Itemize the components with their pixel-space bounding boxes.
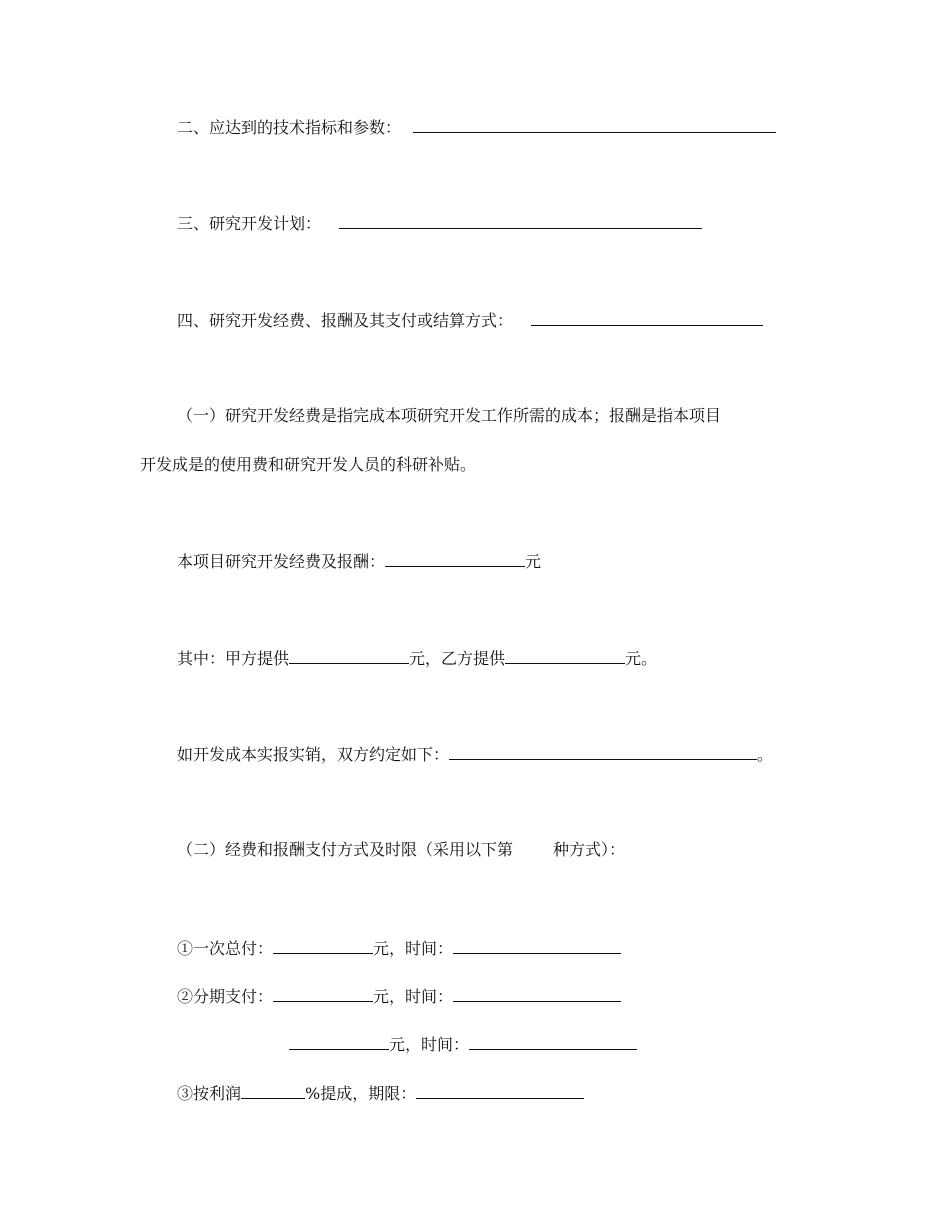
- party-a-amount-field[interactable]: [289, 647, 409, 664]
- option-1-amount-field[interactable]: [273, 937, 373, 954]
- party-b-amount-field[interactable]: [505, 647, 625, 664]
- dev-plan-field[interactable]: [339, 212, 702, 229]
- payment-option-suffix: 种方式）：: [553, 840, 626, 859]
- party-a-label: 其中：甲方提供: [177, 649, 290, 668]
- reimburse-label: 如开发成本实报实销，双方约定如下：: [177, 745, 450, 764]
- total-cost-line: [177, 550, 541, 572]
- option-1-line: [177, 937, 621, 959]
- paragraph-1-line-1: （一）研究开发经费是指完成本项研究开发工作所需的成本；报酬是指本项目: [177, 406, 722, 425]
- option-3-term-field[interactable]: [416, 1082, 584, 1099]
- option-2-line: [177, 985, 621, 1007]
- profit-percent-field[interactable]: [241, 1082, 305, 1099]
- section-3-label: 三、研究开发计划：: [177, 214, 322, 233]
- option-1-time-field[interactable]: [453, 937, 621, 954]
- section-2-label: 二、应达到的技术指标和参数：: [177, 118, 402, 137]
- option-2b-line: [289, 1033, 637, 1055]
- reimburse-line: [177, 743, 773, 765]
- option-2-label: ②分期支付：: [177, 987, 274, 1006]
- paragraph-2-line: [177, 840, 625, 860]
- reimburse-terms-field[interactable]: [449, 743, 757, 760]
- reimburse-end: 。: [757, 745, 774, 764]
- option-3-line: [177, 1082, 584, 1104]
- section-2-line: [177, 116, 776, 138]
- section-4-label: 四、研究开发经费、报酬及其支付或结算方式：: [177, 311, 514, 330]
- split-suffix: 元。: [625, 649, 658, 668]
- total-cost-unit: 元: [525, 552, 542, 571]
- option-2-unit-time: 元，时间：: [373, 987, 454, 1006]
- option-3-prefix: ③按利润: [177, 1084, 242, 1103]
- payment-option-prefix: （二）经费和报酬支付方式及时限（采用以下第: [177, 840, 514, 859]
- total-cost-label: 本项目研究开发经费及报酬：: [177, 552, 386, 571]
- paragraph-1-line-2: 开发成是的使用费和研究开发人员的科研补贴。: [140, 455, 477, 474]
- option-2b-amount-field[interactable]: [289, 1033, 389, 1050]
- payment-method-field[interactable]: [531, 309, 763, 326]
- option-2-time-field[interactable]: [453, 985, 621, 1002]
- tech-spec-field[interactable]: [413, 116, 776, 133]
- option-1-label: ①一次总付：: [177, 939, 274, 958]
- section-4-line: [177, 309, 763, 331]
- cost-split-line: [177, 647, 657, 669]
- option-1-unit-time: 元，时间：: [373, 939, 454, 958]
- option-2b-unit-time: 元，时间：: [389, 1035, 470, 1054]
- party-b-label: 元，乙方提供: [409, 649, 506, 668]
- option-3-mid: %提成，期限：: [305, 1084, 417, 1103]
- option-2-amount-field[interactable]: [273, 985, 373, 1002]
- total-cost-field[interactable]: [385, 550, 525, 567]
- option-2b-time-field[interactable]: [469, 1033, 637, 1050]
- section-3-line: [177, 212, 702, 234]
